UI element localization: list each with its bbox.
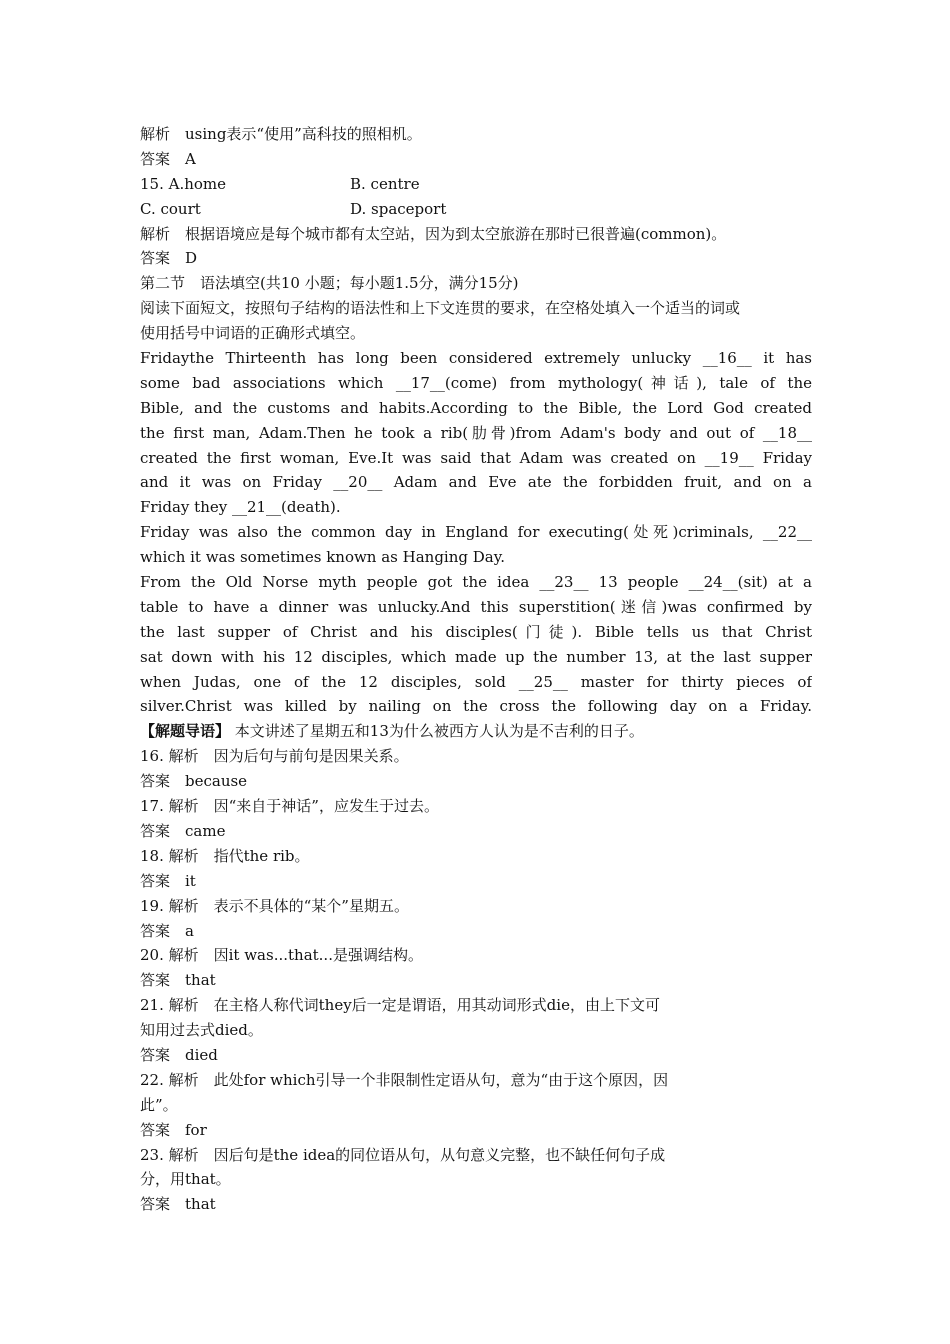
section-instructions-line: 阅读下面短文，按照句子结构的语法性和上下文连贯的要求，在空格处填入一个适当的词或 [140, 299, 741, 318]
answer-value: 答案 a [140, 921, 194, 940]
passage-line: created the first woman, Eve.It was said that Adam was created on __19__ Friday [140, 448, 812, 467]
document-content [140, 122, 812, 1217]
answer-value: 答案 because [140, 772, 248, 791]
section-instructions-line: 使用括号中词语的正确形式填空。 [140, 324, 366, 343]
q14-answer: 答案 A [140, 149, 196, 168]
passage-paragraph-1 [140, 346, 812, 520]
passage-line: From the Old Norse myth people got the idea __23__ 13 people __24__(sit) at a [140, 573, 812, 592]
answer-18 [140, 844, 812, 894]
passage-paragraph-2 [140, 520, 812, 570]
answer-value: 答案 for [140, 1120, 207, 1139]
passage-line: the last supper of Christ and his disciples(门徒). Bible tells us that Christ [140, 622, 812, 641]
q15-option-d: D. spaceport [350, 199, 447, 218]
answer-analysis: 21. 解析 在主格人称代词they后一定是谓语，用其动词形式die，由上下文可 [140, 996, 660, 1015]
passage-line: Friday they __21__(death). [140, 498, 341, 517]
q15-analysis: 解析 根据语境应是每个城市都有太空站，因为到太空旅游在那时已很普遍(common)。 [140, 224, 727, 243]
guide-text: 本文讲述了星期五和13为什么被西方人认为是不吉利的日子。 [230, 722, 644, 741]
answer-value: 答案 it [140, 871, 196, 890]
passage-line: Bible, and the customs and habits.According to the Bible, the Lord God created [140, 398, 812, 417]
answer-21 [140, 993, 812, 1068]
passage-line: the first man, Adam.Then he took a rib(肋骨)from Adam's body and out of __18__ [140, 423, 812, 442]
q15-answer: 答案 D [140, 249, 198, 268]
answer-analysis: 分，用that。 [140, 1170, 231, 1189]
passage-line: silver.Christ was killed by nailing on the cross the following day on a Friday. [140, 697, 812, 716]
answer-value: 答案 that [140, 971, 216, 990]
guide-label: 【解题导语】 [140, 722, 231, 741]
passage-line: and it was on Friday __20__ Adam and Eve ate the forbidden fruit, and on a [140, 473, 812, 492]
answer-analysis: 知用过去式died。 [140, 1021, 263, 1040]
answer-20 [140, 943, 812, 993]
answer-analysis: 20. 解析 因it was...that...是强调结构。 [140, 946, 423, 965]
answer-16 [140, 744, 812, 794]
answer-value: 答案 that [140, 1195, 216, 1214]
q15-option-a: 15. A.home [140, 174, 227, 193]
answer-analysis: 此”。 [140, 1095, 178, 1114]
answer-analysis: 16. 解析 因为后句与前句是因果关系。 [140, 747, 409, 766]
passage-paragraph-3 [140, 570, 812, 719]
guide-line [140, 719, 812, 744]
answer-analysis: 18. 解析 指代the rib。 [140, 846, 310, 865]
section-heading: 第二节 语法填空(共10 小题；每小题1.5分，满分15分) [140, 274, 519, 293]
answer-analysis: 22. 解析 此处for which引导一个非限制性定语从句，意为“由于这个原因，因 [140, 1070, 669, 1089]
answer-analysis: 23. 解析 因后句是the idea的同位语从句，从句意义完整，也不缺任何句子成 [140, 1145, 666, 1164]
answer-value: 答案 came [140, 821, 226, 840]
q15-options-row-1 [140, 172, 812, 197]
answer-value: 答案 died [140, 1045, 218, 1064]
answer-23 [140, 1143, 812, 1218]
passage-line: when Judas, one of the 12 disciples, sold __25__ master for thirty pieces of [140, 672, 812, 691]
passage-line: sat down with his 12 disciples, which made up the number 13, at the last supper [140, 647, 812, 666]
answer-analysis: 17. 解析 因“来自于神话”，应发生于过去。 [140, 797, 439, 816]
passage-line: some bad associations which __17__(come) from mythology(神话), tale of the [140, 373, 812, 392]
passage-line: table to have a dinner was unlucky.And this superstition(迷信)was confirmed by [140, 597, 812, 616]
q15-option-c: C. court [140, 199, 201, 218]
answer-analysis: 19. 解析 表示不具体的“某个”星期五。 [140, 896, 409, 915]
q15-options-row-2 [140, 197, 812, 222]
answer-17 [140, 794, 812, 844]
passage-line: Fridaythe Thirteenth has long been considered extremely unlucky __16__ it has [140, 349, 812, 368]
passage-line: Friday was also the common day in England for executing(处死)criminals, __22__ [140, 523, 812, 542]
q15-option-b: B. centre [350, 174, 420, 193]
passage-line: which it was sometimes known as Hanging Day. [140, 548, 505, 567]
answer-19 [140, 894, 812, 944]
q14-analysis: 解析 using表示“使用”高科技的照相机。 [140, 125, 422, 143]
answer-22 [140, 1068, 812, 1143]
